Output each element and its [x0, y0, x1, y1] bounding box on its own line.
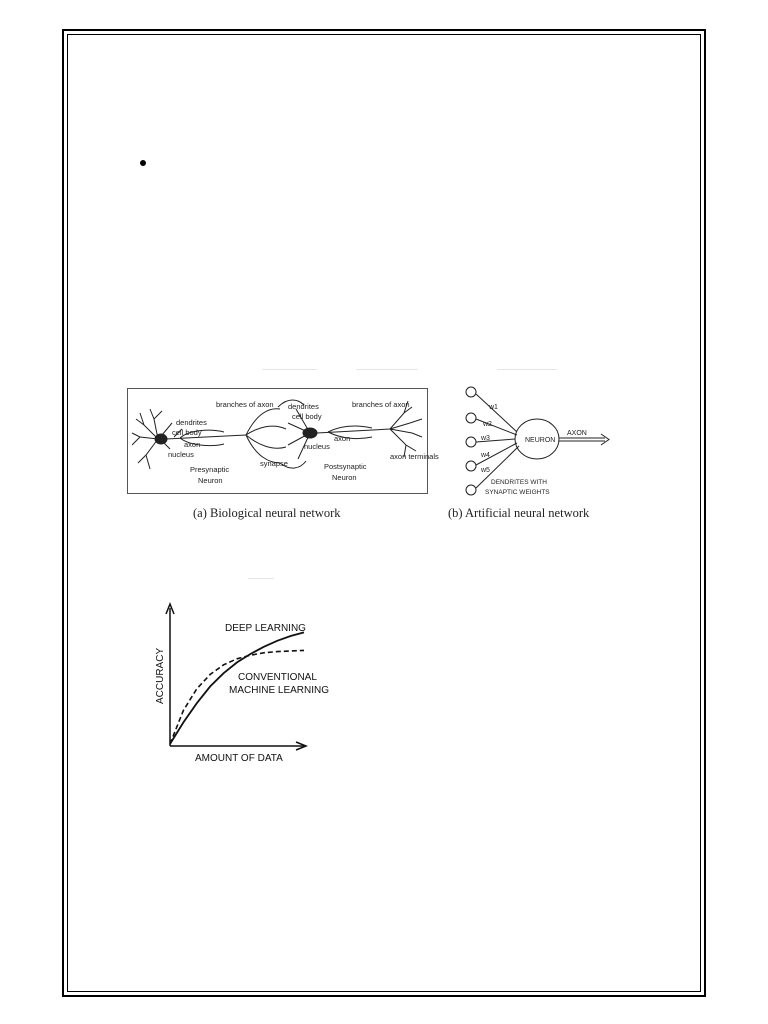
label-postsynaptic: Postsynaptic — [324, 462, 367, 471]
weight-w3: w3 — [481, 435, 490, 442]
label-neuron-pre: Neuron — [198, 476, 223, 485]
caption-biological: (a) Biological neural network — [193, 506, 341, 520]
y-axis-label: ACCURACY — [155, 647, 166, 704]
label-dendrites: dendrites — [176, 418, 207, 427]
faint-line — [248, 578, 274, 579]
biological-neuron-figure — [127, 388, 439, 494]
label-branches-of-axon-post: branches of axon — [352, 400, 410, 409]
faint-line — [497, 369, 557, 370]
label-axon-terminals: axon terminals — [390, 452, 439, 461]
label-nucleus: nucleus — [168, 450, 194, 459]
accuracy-chart — [150, 600, 330, 770]
label-neuron-post: Neuron — [332, 473, 357, 482]
label-axon: axon — [184, 440, 201, 449]
series-label-conventional-2: MACHINE LEARNING — [229, 685, 330, 696]
label-neuron: NEURON — [525, 437, 556, 444]
label-dendrites-with: DENDRITES WITH — [491, 479, 547, 486]
caption-artificial: (b) Artificial neural network — [448, 506, 590, 520]
label-dendrites-post: dendrites — [288, 402, 319, 411]
label-cell-body: cell body — [172, 428, 202, 437]
label-axon-ann: AXON — [567, 430, 587, 437]
weight-w1: w1 — [489, 404, 498, 411]
label-nucleus-post: nucleus — [304, 442, 330, 451]
x-axis-label: AMOUNT OF DATA — [195, 753, 283, 764]
weight-w5: w5 — [481, 467, 490, 474]
artificial-neuron-figure — [455, 382, 615, 500]
label-synaptic-weights: SYNAPTIC WEIGHTS — [485, 489, 550, 496]
conventional-ml-line — [170, 650, 304, 744]
weight-w4: w4 — [481, 452, 490, 459]
faint-line — [356, 369, 418, 370]
faint-line — [262, 369, 317, 370]
weight-w2: w2 — [483, 421, 492, 428]
series-label-deep-learning: DEEP LEARNING — [225, 623, 306, 634]
biological-neuron-drawing — [128, 389, 439, 493]
series-label-conventional-1: CONVENTIONAL — [238, 672, 317, 683]
label-branches-of-axon: branches of axon — [216, 400, 274, 409]
label-synapse: synapse — [260, 459, 288, 468]
bullet-point — [140, 160, 146, 166]
label-axon-post: axon — [334, 434, 351, 443]
page-border-inner — [67, 34, 701, 992]
label-cell-body-post: cell body — [292, 412, 322, 421]
label-presynaptic: Presynaptic — [190, 465, 230, 474]
